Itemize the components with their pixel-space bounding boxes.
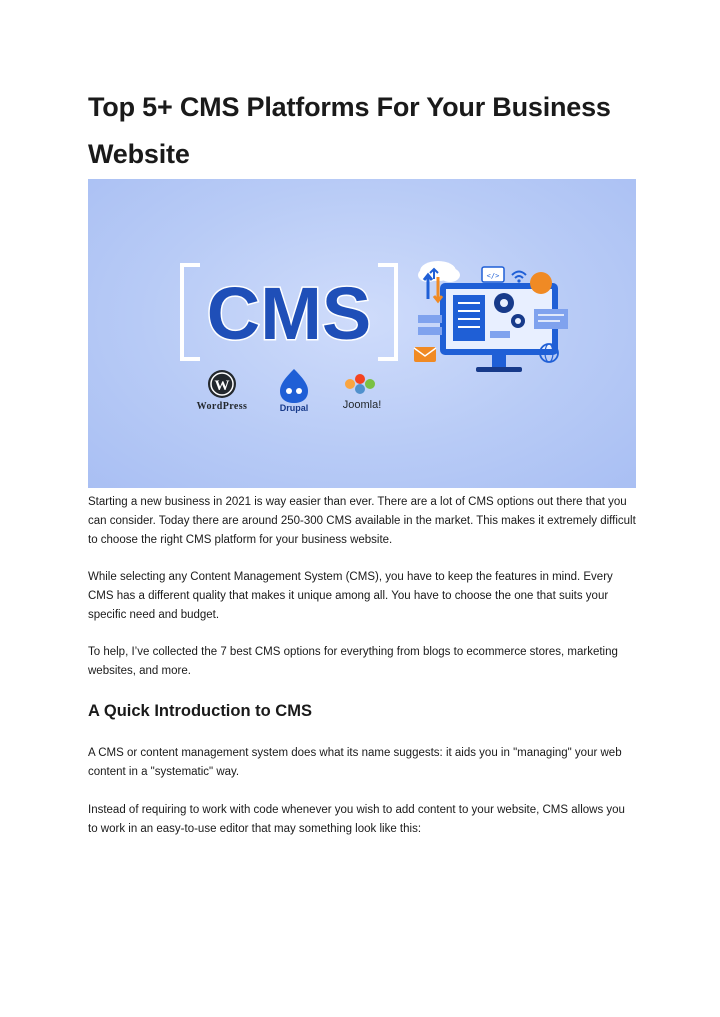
- joomla-logo-icon: [343, 374, 382, 411]
- intro-paragraph-2: While selecting any Content Management System (CMS), you have to keep the features in mind. Every CMS has a different quality that makes it unique among all. You have to choose the one that suits your specific need and budget.: [88, 571, 613, 621]
- svg-text:</>: </>: [486, 272, 500, 280]
- left-bracket-icon: [182, 265, 200, 359]
- drupal-logo-icon: [280, 369, 309, 413]
- page-title: Top 5+ CMS Platforms For Your Business Website: [88, 92, 611, 169]
- cms-illustration: [88, 179, 636, 488]
- wordpress-logo-icon: [197, 370, 248, 412]
- svg-text:Drupal: Drupal: [279, 403, 309, 413]
- svg-text:WordPress: WordPress: [196, 401, 248, 412]
- hero-image: [88, 179, 636, 488]
- cms-headline: CMS: [206, 272, 372, 355]
- section-heading: A Quick Introduction to CMS: [88, 702, 312, 720]
- intro-paragraph-3: To help, I’ve collected the 7 best CMS options for everything from blogs to ecommerce stores, marketing websites, and more.: [88, 646, 618, 677]
- mail-icon: [414, 347, 436, 362]
- svg-text:Joomla!: Joomla!: [342, 399, 382, 411]
- wifi-icon: [512, 272, 526, 283]
- notification-dot-icon: [530, 272, 552, 294]
- section-paragraph-2: Instead of requiring to work with code whenever you wish to add content to your website, CMS allows you to work in an easy-to-use editor that may something look like this:: [88, 804, 625, 835]
- side-panel-right: [534, 309, 568, 329]
- arrows-icon: [424, 275, 442, 301]
- right-bracket-icon: [378, 265, 396, 359]
- code-window-icon: [482, 267, 504, 282]
- side-panel-left: [418, 315, 442, 335]
- section-paragraph-1: A CMS or content management system does what its name suggests: it aids you in "managing" your web content in a "systematic" way.: [88, 747, 622, 778]
- svg-text:W: W: [214, 378, 230, 394]
- intro-paragraph-1: Starting a new business in 2021 is way easier than ever. There are a lot of CMS options out there that you can consider. Today there are around 250-300 CMS available in the market. This makes it extremely difficult to choose the right CMS platform for your business website.: [88, 496, 636, 546]
